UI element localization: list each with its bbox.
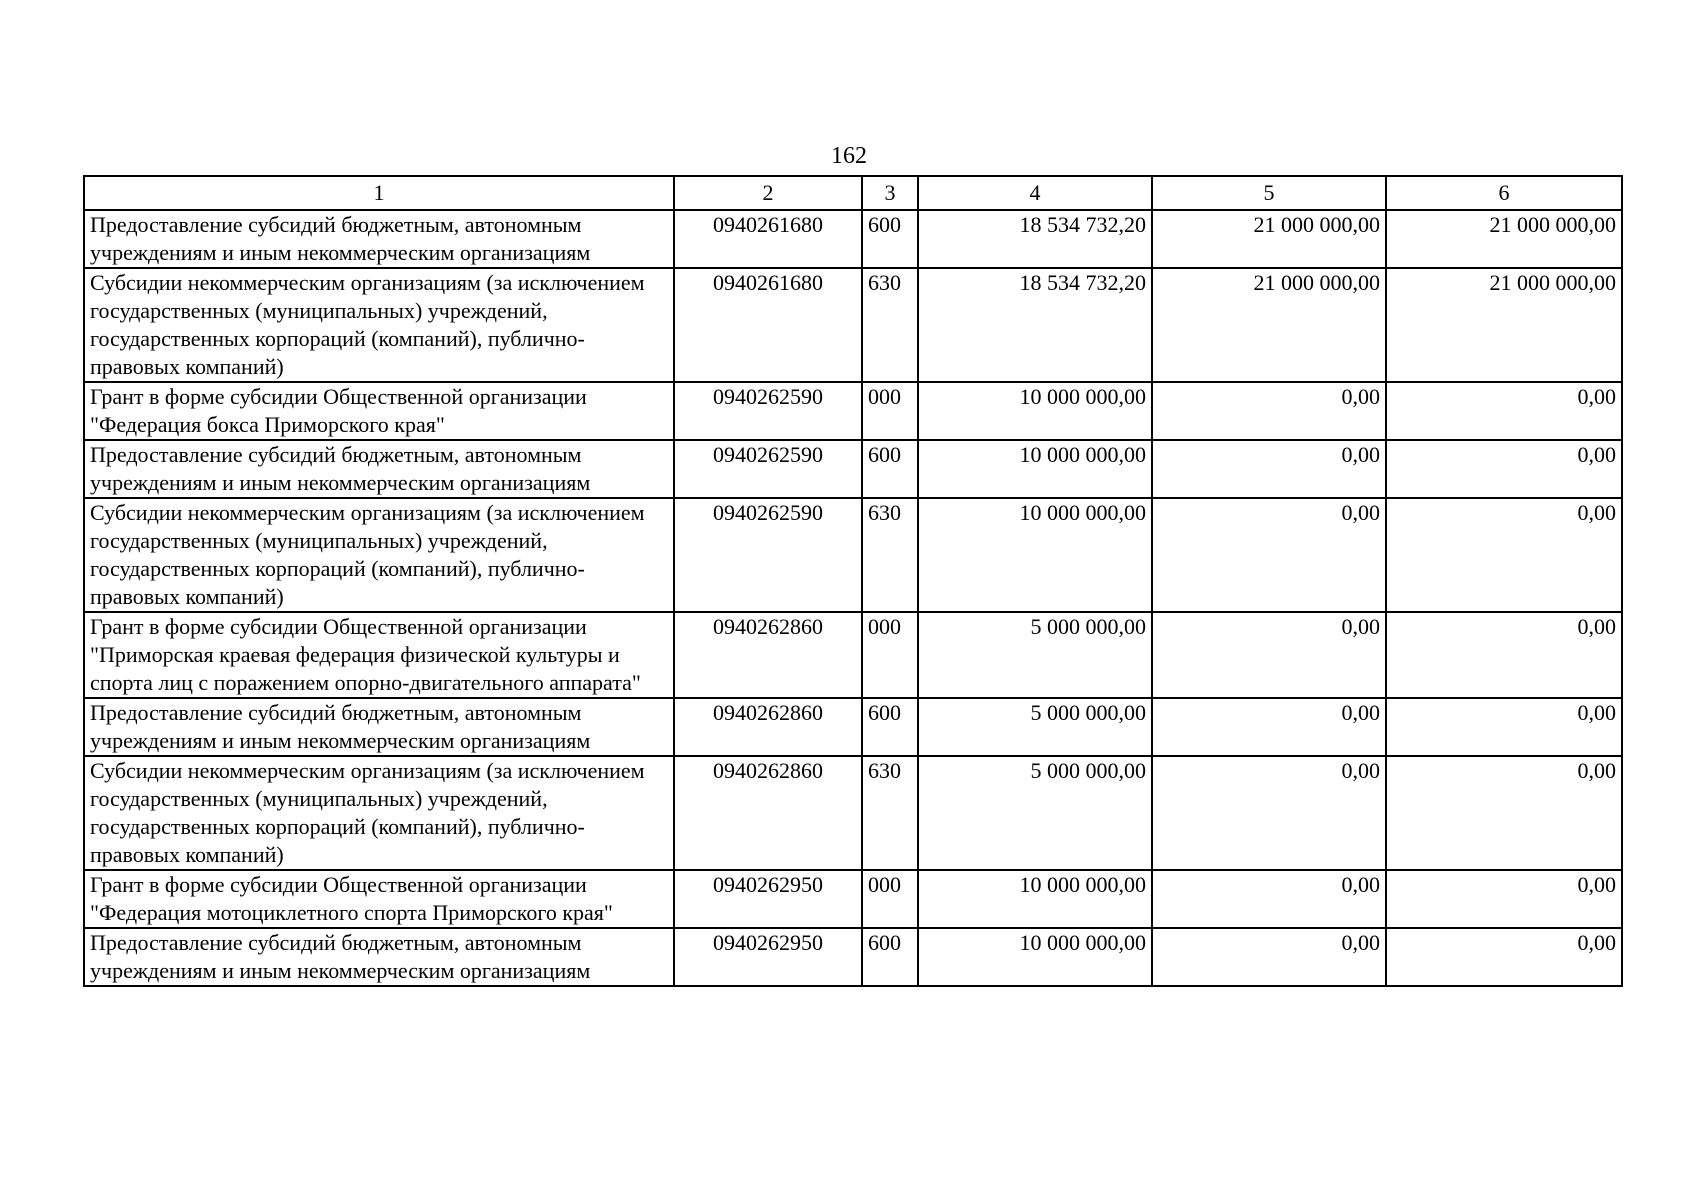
row-name: Предоставление субсидий бюджетным, автономным учреждениям и иным некоммерческим организациям [84,440,674,498]
row-expense-type: 600 [862,440,918,498]
row-amount-6: 21 000 000,00 [1386,210,1622,268]
row-amount-4: 5 000 000,00 [918,756,1152,870]
row-amount-5: 0,00 [1152,698,1386,756]
row-name: Грант в форме субсидии Общественной организации "Приморская краевая федерация физической культуры и спорта лиц с поражением опорно-двигательного аппарата" [84,612,674,698]
row-name: Предоставление субсидий бюджетным, автономным учреждениям и иным некоммерческим организациям [84,698,674,756]
table-row [84,440,1622,498]
page-number: 162 [831,143,867,169]
row-target-code: 0940262590 [674,382,862,440]
budget-table [83,175,1623,987]
row-amount-5: 0,00 [1152,612,1386,698]
row-amount-5: 0,00 [1152,870,1386,928]
row-name: Предоставление субсидий бюджетным, автономным учреждениям и иным некоммерческим организациям [84,928,674,986]
row-amount-4: 10 000 000,00 [918,928,1152,986]
row-amount-4: 10 000 000,00 [918,498,1152,612]
column-header-6: 6 [1386,176,1622,210]
row-amount-4: 18 534 732,20 [918,210,1152,268]
column-header-4: 4 [918,176,1152,210]
row-target-code: 0940262950 [674,870,862,928]
row-amount-6: 0,00 [1386,870,1622,928]
table-row [84,698,1622,756]
row-expense-type: 000 [862,870,918,928]
table-row [84,870,1622,928]
table-row [84,210,1622,268]
table-row [84,268,1622,382]
row-amount-5: 21 000 000,00 [1152,210,1386,268]
row-target-code: 0940262590 [674,440,862,498]
row-expense-type: 630 [862,498,918,612]
row-amount-5: 0,00 [1152,928,1386,986]
table-row [84,498,1622,612]
row-expense-type: 600 [862,698,918,756]
column-header-2: 2 [674,176,862,210]
row-amount-4: 10 000 000,00 [918,382,1152,440]
column-number-row [84,176,1622,210]
table-row [84,928,1622,986]
row-amount-5: 0,00 [1152,382,1386,440]
row-name: Предоставление субсидий бюджетным, автономным учреждениям и иным некоммерческим организациям [84,210,674,268]
row-amount-6: 0,00 [1386,440,1622,498]
row-amount-6: 0,00 [1386,756,1622,870]
row-target-code: 0940261680 [674,268,862,382]
row-amount-5: 0,00 [1152,498,1386,612]
row-name: Грант в форме субсидии Общественной организации "Федерация бокса Приморского края" [84,382,674,440]
row-amount-6: 0,00 [1386,928,1622,986]
row-target-code: 0940262860 [674,756,862,870]
row-expense-type: 000 [862,612,918,698]
row-name: Грант в форме субсидии Общественной организации "Федерация мотоциклетного спорта Приморского края" [84,870,674,928]
row-expense-type: 630 [862,756,918,870]
column-header-3: 3 [862,176,918,210]
row-amount-5: 0,00 [1152,756,1386,870]
row-amount-4: 18 534 732,20 [918,268,1152,382]
row-amount-5: 0,00 [1152,440,1386,498]
row-amount-5: 21 000 000,00 [1152,268,1386,382]
row-amount-6: 0,00 [1386,698,1622,756]
row-expense-type: 630 [862,268,918,382]
row-amount-4: 10 000 000,00 [918,440,1152,498]
row-target-code: 0940262860 [674,698,862,756]
row-target-code: 0940262590 [674,498,862,612]
row-amount-4: 10 000 000,00 [918,870,1152,928]
row-amount-6: 0,00 [1386,382,1622,440]
row-target-code: 0940262950 [674,928,862,986]
row-expense-type: 600 [862,210,918,268]
row-amount-4: 5 000 000,00 [918,698,1152,756]
row-expense-type: 000 [862,382,918,440]
row-amount-4: 5 000 000,00 [918,612,1152,698]
row-target-code: 0940262860 [674,612,862,698]
row-target-code: 0940261680 [674,210,862,268]
table-row [84,382,1622,440]
row-amount-6: 0,00 [1386,612,1622,698]
column-header-5: 5 [1152,176,1386,210]
row-name: Субсидии некоммерческим организациям (за исключением государственных (муниципальных) учреждений, государственных корпораций (компаний), публично-правовых компаний) [84,756,674,870]
row-expense-type: 600 [862,928,918,986]
row-amount-6: 21 000 000,00 [1386,268,1622,382]
table-row [84,756,1622,870]
column-header-1: 1 [84,176,674,210]
row-name: Субсидии некоммерческим организациям (за исключением государственных (муниципальных) учреждений, государственных корпораций (компаний), публично-правовых компаний) [84,268,674,382]
table-row [84,612,1622,698]
row-amount-6: 0,00 [1386,498,1622,612]
row-name: Субсидии некоммерческим организациям (за исключением государственных (муниципальных) учреждений, государственных корпораций (компаний), публично-правовых компаний) [84,498,674,612]
